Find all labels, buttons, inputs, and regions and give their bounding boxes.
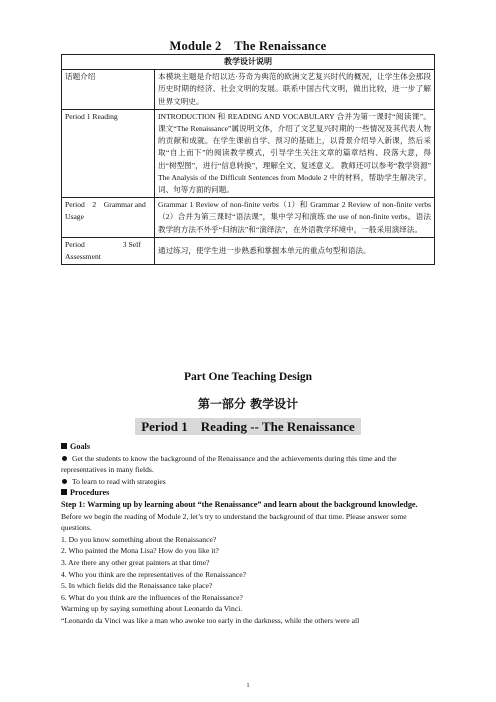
row-content: 本模块主题是介绍以达·芬奇为典范的欧洲文艺复兴时代的概况，让学生体会那段历史时期的经济、社会文明的发展。联系中国古代文明，做出比较，进一步了解世界文明史。 <box>155 70 435 110</box>
row-content: INTRODUCTION 和 READING AND VOCABULARY 合并为第一课时“阅读课”。课文“The Renaissance”属说明文体，介绍了文艺复兴时期的一些情况及其代表人物的贡献和成就。在学生课前自学、预习的基础上，以背景介绍导入新课，然后采取“自上而下”的阅读教学模式，引导学生关注文章的篇章结构、段落大意，得出“树型图”，进行“信息转换”，理解全文、复述意义。 教师还可以参考“教学资源” The Analysis of the Difficult Sentences from Module 2 中的材料，帮助学生解决字、词、句等方面的问题。 <box>155 109 435 197</box>
black-square-icon <box>61 443 67 449</box>
row-label: Period 1 Reading <box>62 109 155 197</box>
teaching-design-table <box>61 54 435 265</box>
procedures-heading: Procedures <box>61 487 435 499</box>
part-title-chinese: 第一部分 教学设计 <box>197 397 299 411</box>
question-item: 5. In which fields did the Renaissance take place? <box>61 581 213 591</box>
row-label: Period 2 Grammar and Usage <box>62 198 155 238</box>
page-number: 1 <box>246 682 250 689</box>
table-row <box>62 109 435 197</box>
row-content: Grammar 1 Review of non-finite verbs（1）和 Grammar 2 Review of non-finite verbs（2）合并为第三课时“语法课”，集中学习和演练 the use of non-finite verbs。语法教学的方法不外乎“归纳法”和“演绎法”，在外语教学环境中，一般采用演绎法。 <box>155 198 435 238</box>
black-square-icon <box>61 489 67 495</box>
period-heading-text: Period 1 Reading -- The Renaissance <box>135 418 361 435</box>
question-item: 4. Who you think are the representatives of the Renaissance? <box>61 569 246 579</box>
table-row <box>62 70 435 110</box>
row-content: 通过练习，使学生进一步熟悉和掌握本单元的重点句型和语法。 <box>155 237 435 264</box>
row-label: 话题介绍 <box>62 70 155 110</box>
question-item: 1. Do you know something about the Renaissance? <box>61 534 217 544</box>
warmup-line: Warming up by saying something about Leonardo da Vinci. <box>61 604 243 614</box>
question-item: 3. Are there any other great painters at that time? <box>61 557 210 567</box>
document-title: Module 2 The Renaissance <box>169 39 327 53</box>
question-item: 6. What do you think are the influences of the Renaissance? <box>61 592 243 602</box>
table-header: 教学设计说明 <box>62 55 435 70</box>
bullet-icon <box>62 479 67 484</box>
question-item: 2. Who painted the Mona Lisa? How do you like it? <box>61 546 219 556</box>
period-heading <box>0 418 496 436</box>
part-title: Part One Teaching Design <box>183 371 313 383</box>
goal-item: Get the students to know the background of the Renaissance and the achievements during this time and the representatives in many fields. <box>61 453 397 475</box>
table-header-row <box>62 55 435 70</box>
intro-paragraph: Before we begin the reading of Module 2, let’s try to understand the background of that time. Please answer some questions. <box>61 511 407 533</box>
table-row <box>62 198 435 238</box>
bullet-icon <box>62 456 67 461</box>
row-label: Period 3 Self Assessment <box>62 237 155 264</box>
step-1-heading: Step 1: Warming up by learning about “the Renaissance” and learn about the background knowledge. <box>61 499 418 509</box>
goal-item: To learn to read with strategies <box>61 476 435 488</box>
table-row <box>62 237 435 264</box>
quote-line: “Leonardo da Vinci was like a man who awoke too early in the darkness, while the others were all <box>61 615 360 625</box>
lesson-body <box>61 441 435 627</box>
goals-heading: Goals <box>61 441 435 453</box>
